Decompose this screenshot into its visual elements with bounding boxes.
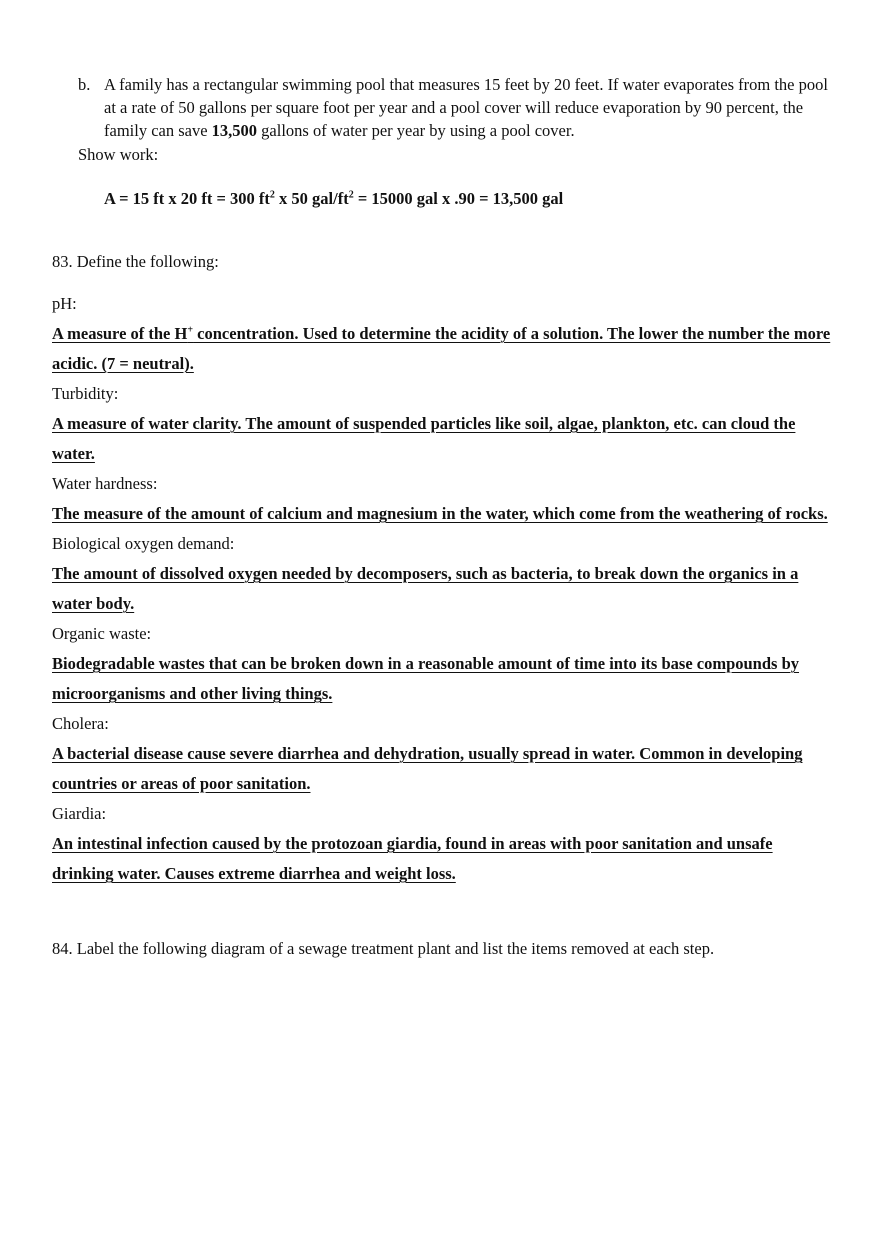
definition-cholera: A bacterial disease cause severe diarrhea and dehydration, usually spread in water. Common in developing countries or areas of poor sanitation.	[52, 744, 803, 793]
term-cholera: Cholera:	[52, 714, 109, 733]
term-ph: pH:	[52, 294, 77, 313]
definition-giardia: An intestinal infection caused by the protozoan giardia, found in areas with poor sanitation and unsafe drinking water. Causes extreme diarrhea and weight loss.	[52, 834, 773, 883]
calc-sup-2: 2	[348, 189, 354, 201]
question-b-letter: b.	[78, 75, 91, 94]
definition-biological-oxygen-demand: The amount of dissolved oxygen needed by decomposers, such as bacteria, to break down the organics in a water body.	[52, 564, 799, 613]
question-b-text	[104, 73, 838, 142]
work-calculation	[104, 187, 563, 210]
definition-turbidity: A measure of water clarity. The amount of suspended particles like soil, algae, plankton, etc. can cloud the water.	[52, 414, 796, 463]
ph-def-sup: +	[187, 324, 194, 336]
show-work-label: Show work:	[78, 145, 159, 164]
term-biological-oxygen-demand: Biological oxygen demand:	[52, 534, 235, 553]
ph-def-part-b: concentration. Used to determine the acidity of a solution. The lower the number the more acidic. (7 = neutral).	[52, 324, 831, 373]
ph-def-part-a: A measure of the H	[52, 324, 188, 343]
definition-ph	[52, 319, 832, 379]
term-water-hardness: Water hardness:	[52, 474, 158, 493]
definition-water-hardness: The measure of the amount of calcium and magnesium in the water, which come from the weathering of rocks.	[52, 504, 828, 523]
calc-part-3: = 15000 gal x .90 = 13,500 gal	[353, 189, 564, 208]
question-b	[78, 73, 838, 142]
question-b-text-after: gallons of water per year by using a pool cover.	[257, 121, 575, 140]
question-b-text-before: A family has a rectangular swimming pool that measures 15 feet by 20 feet. If water evaporates from the pool at a rate of 50 gallons per square foot per year and a pool cover will reduce evaporation by 90 percent, the family can save	[104, 75, 828, 140]
term-turbidity: Turbidity:	[52, 384, 119, 403]
definitions-list	[52, 289, 832, 889]
question-84-prompt: 84. Label the following diagram of a sewage treatment plant and list the items removed at each step.	[52, 939, 715, 958]
term-organic-waste: Organic waste:	[52, 624, 152, 643]
calc-part-2: x 50 gal/ft	[274, 189, 349, 208]
question-b-answer: 13,500	[211, 121, 258, 140]
calc-part-1: A = 15 ft x 20 ft = 300 ft	[104, 189, 270, 208]
term-giardia: Giardia:	[52, 804, 107, 823]
question-83-prompt: 83. Define the following:	[52, 252, 219, 271]
definition-organic-waste: Biodegradable wastes that can be broken down in a reasonable amount of time into its base compounds by microorganisms and other living things.	[52, 654, 800, 703]
calc-sup-1: 2	[269, 189, 275, 201]
